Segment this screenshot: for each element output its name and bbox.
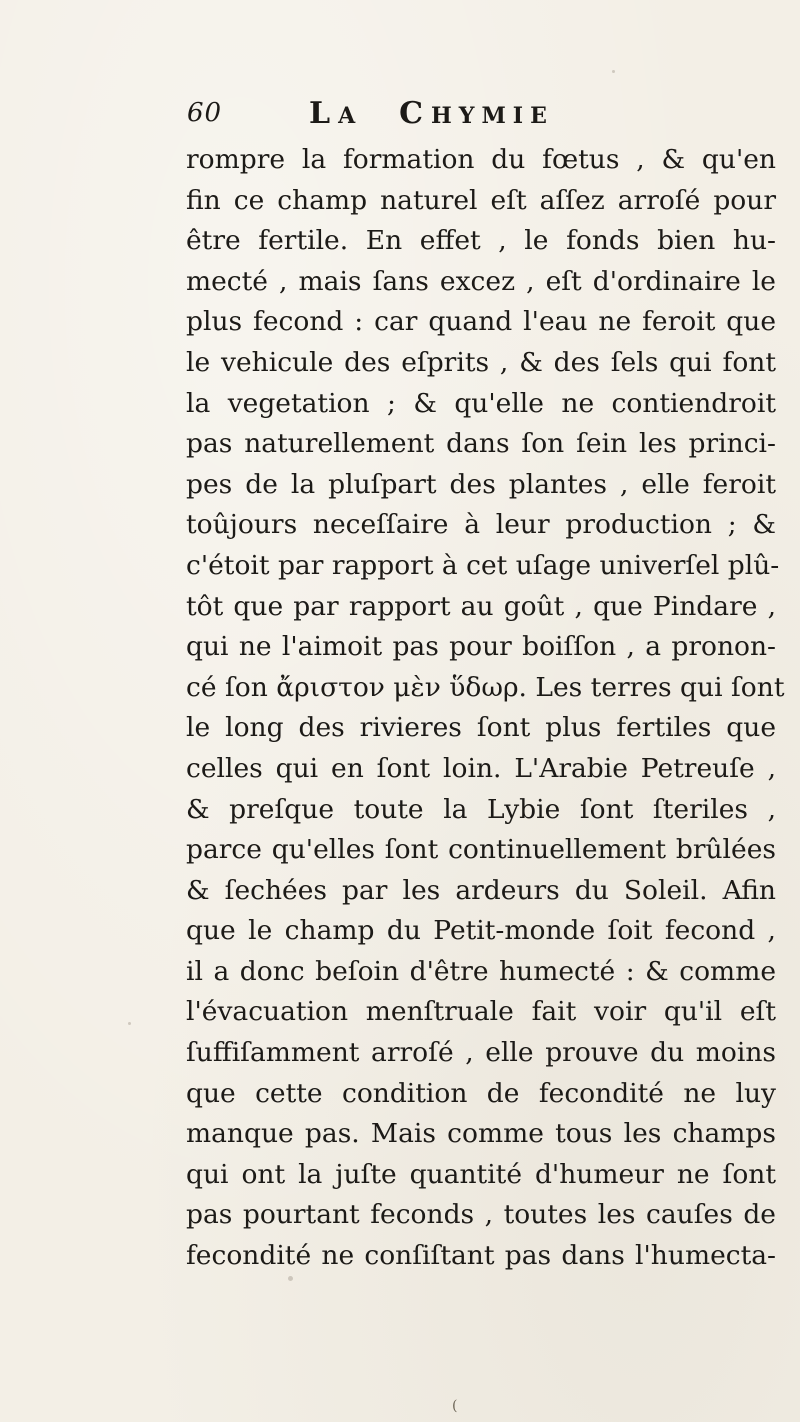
text-line-24: que cette condition de fecondité ne luy <box>186 1077 776 1109</box>
text-line-14: cé ſon ἄριστον μὲν ὕδωρ. Les terres qui ſont <box>186 671 785 703</box>
text-line-5: plus fecond : car quand l'eau ne feroit que <box>186 306 776 338</box>
text-line-3: être fertile. En effet , le fonds bien hu- <box>186 225 776 257</box>
running-head-word-rest: HYMIE <box>430 103 554 129</box>
text-line-2: fin ce champ naturel eſt aſſez arroſé pour <box>186 184 776 216</box>
text-line-21: il a donc beſoin d'être humecté : & comme <box>186 955 776 987</box>
text-line-13: qui ne l'aimoit pas pour boiſſon , a pronon- <box>186 631 776 663</box>
paper-speck <box>288 1276 293 1281</box>
text-line-20: que le champ du Petit-monde ſoit fecond , <box>186 915 776 947</box>
text-line-25: manque pas. Mais comme tous les champs <box>186 1118 776 1150</box>
page-header <box>187 96 647 142</box>
text-line-4: mecté , mais ſans excez , eſt d'ordinaire le <box>186 265 776 297</box>
text-line-7: la vegetation ; & qu'elle ne contiendroit <box>186 387 776 419</box>
text-line-8: pas naturellement dans ſon ſein les princi- <box>186 428 776 460</box>
text-line-17: & preſque toute la Lybie ſont ſteriles , <box>186 793 776 825</box>
running-head <box>309 96 554 131</box>
paper-speck <box>612 70 615 73</box>
text-line-19: & ſechées par les ardeurs du Soleil. Afin <box>186 874 776 906</box>
text-line-22: l'évacuation menſtruale fait voir qu'il eſt <box>186 996 776 1028</box>
running-head-initial: L <box>309 96 339 131</box>
text-line-12: tôt que par rapport au goût , que Pindare , <box>186 590 776 622</box>
paper-speck <box>128 1022 131 1025</box>
footer-mark: ( <box>452 1398 458 1414</box>
text-line-27: pas pourtant feconds , toutes les cauſes de <box>186 1199 776 1231</box>
text-line-6: le vehicule des eſprits , & des ſels qui font <box>186 346 776 378</box>
text-line-1: rompre la formation du fœtus , & qu'en <box>186 144 776 175</box>
running-head-article-rest: A <box>338 103 363 129</box>
body-text <box>186 140 785 1277</box>
page-number: 60 <box>187 98 223 128</box>
text-line-15: le long des rivieres ſont plus fertiles que <box>186 712 776 744</box>
running-head-word-initial: C <box>399 96 431 131</box>
text-line-26: qui ont la juſte quantité d'humeur ne ſont <box>186 1158 776 1190</box>
text-line-23: ſuffiſamment arroſé , elle prouve du moins <box>186 1037 776 1069</box>
text-line-9: pes de la pluſpart des plantes , elle feroit <box>186 468 776 500</box>
text-line-10: toûjours neceſſaire à leur production ; & <box>186 509 776 541</box>
text-line-28: fecondité ne conſiſtant pas dans l'humecta- <box>186 1240 776 1272</box>
text-line-16: celles qui en ſont loin. L'Arabie Petreuſe , <box>186 752 776 784</box>
text-line-18: parce qu'elles ſont continuellement brûlées <box>186 834 776 866</box>
text-line-11: c'étoit par rapport à cet uſage univerſel plû- <box>186 549 780 581</box>
